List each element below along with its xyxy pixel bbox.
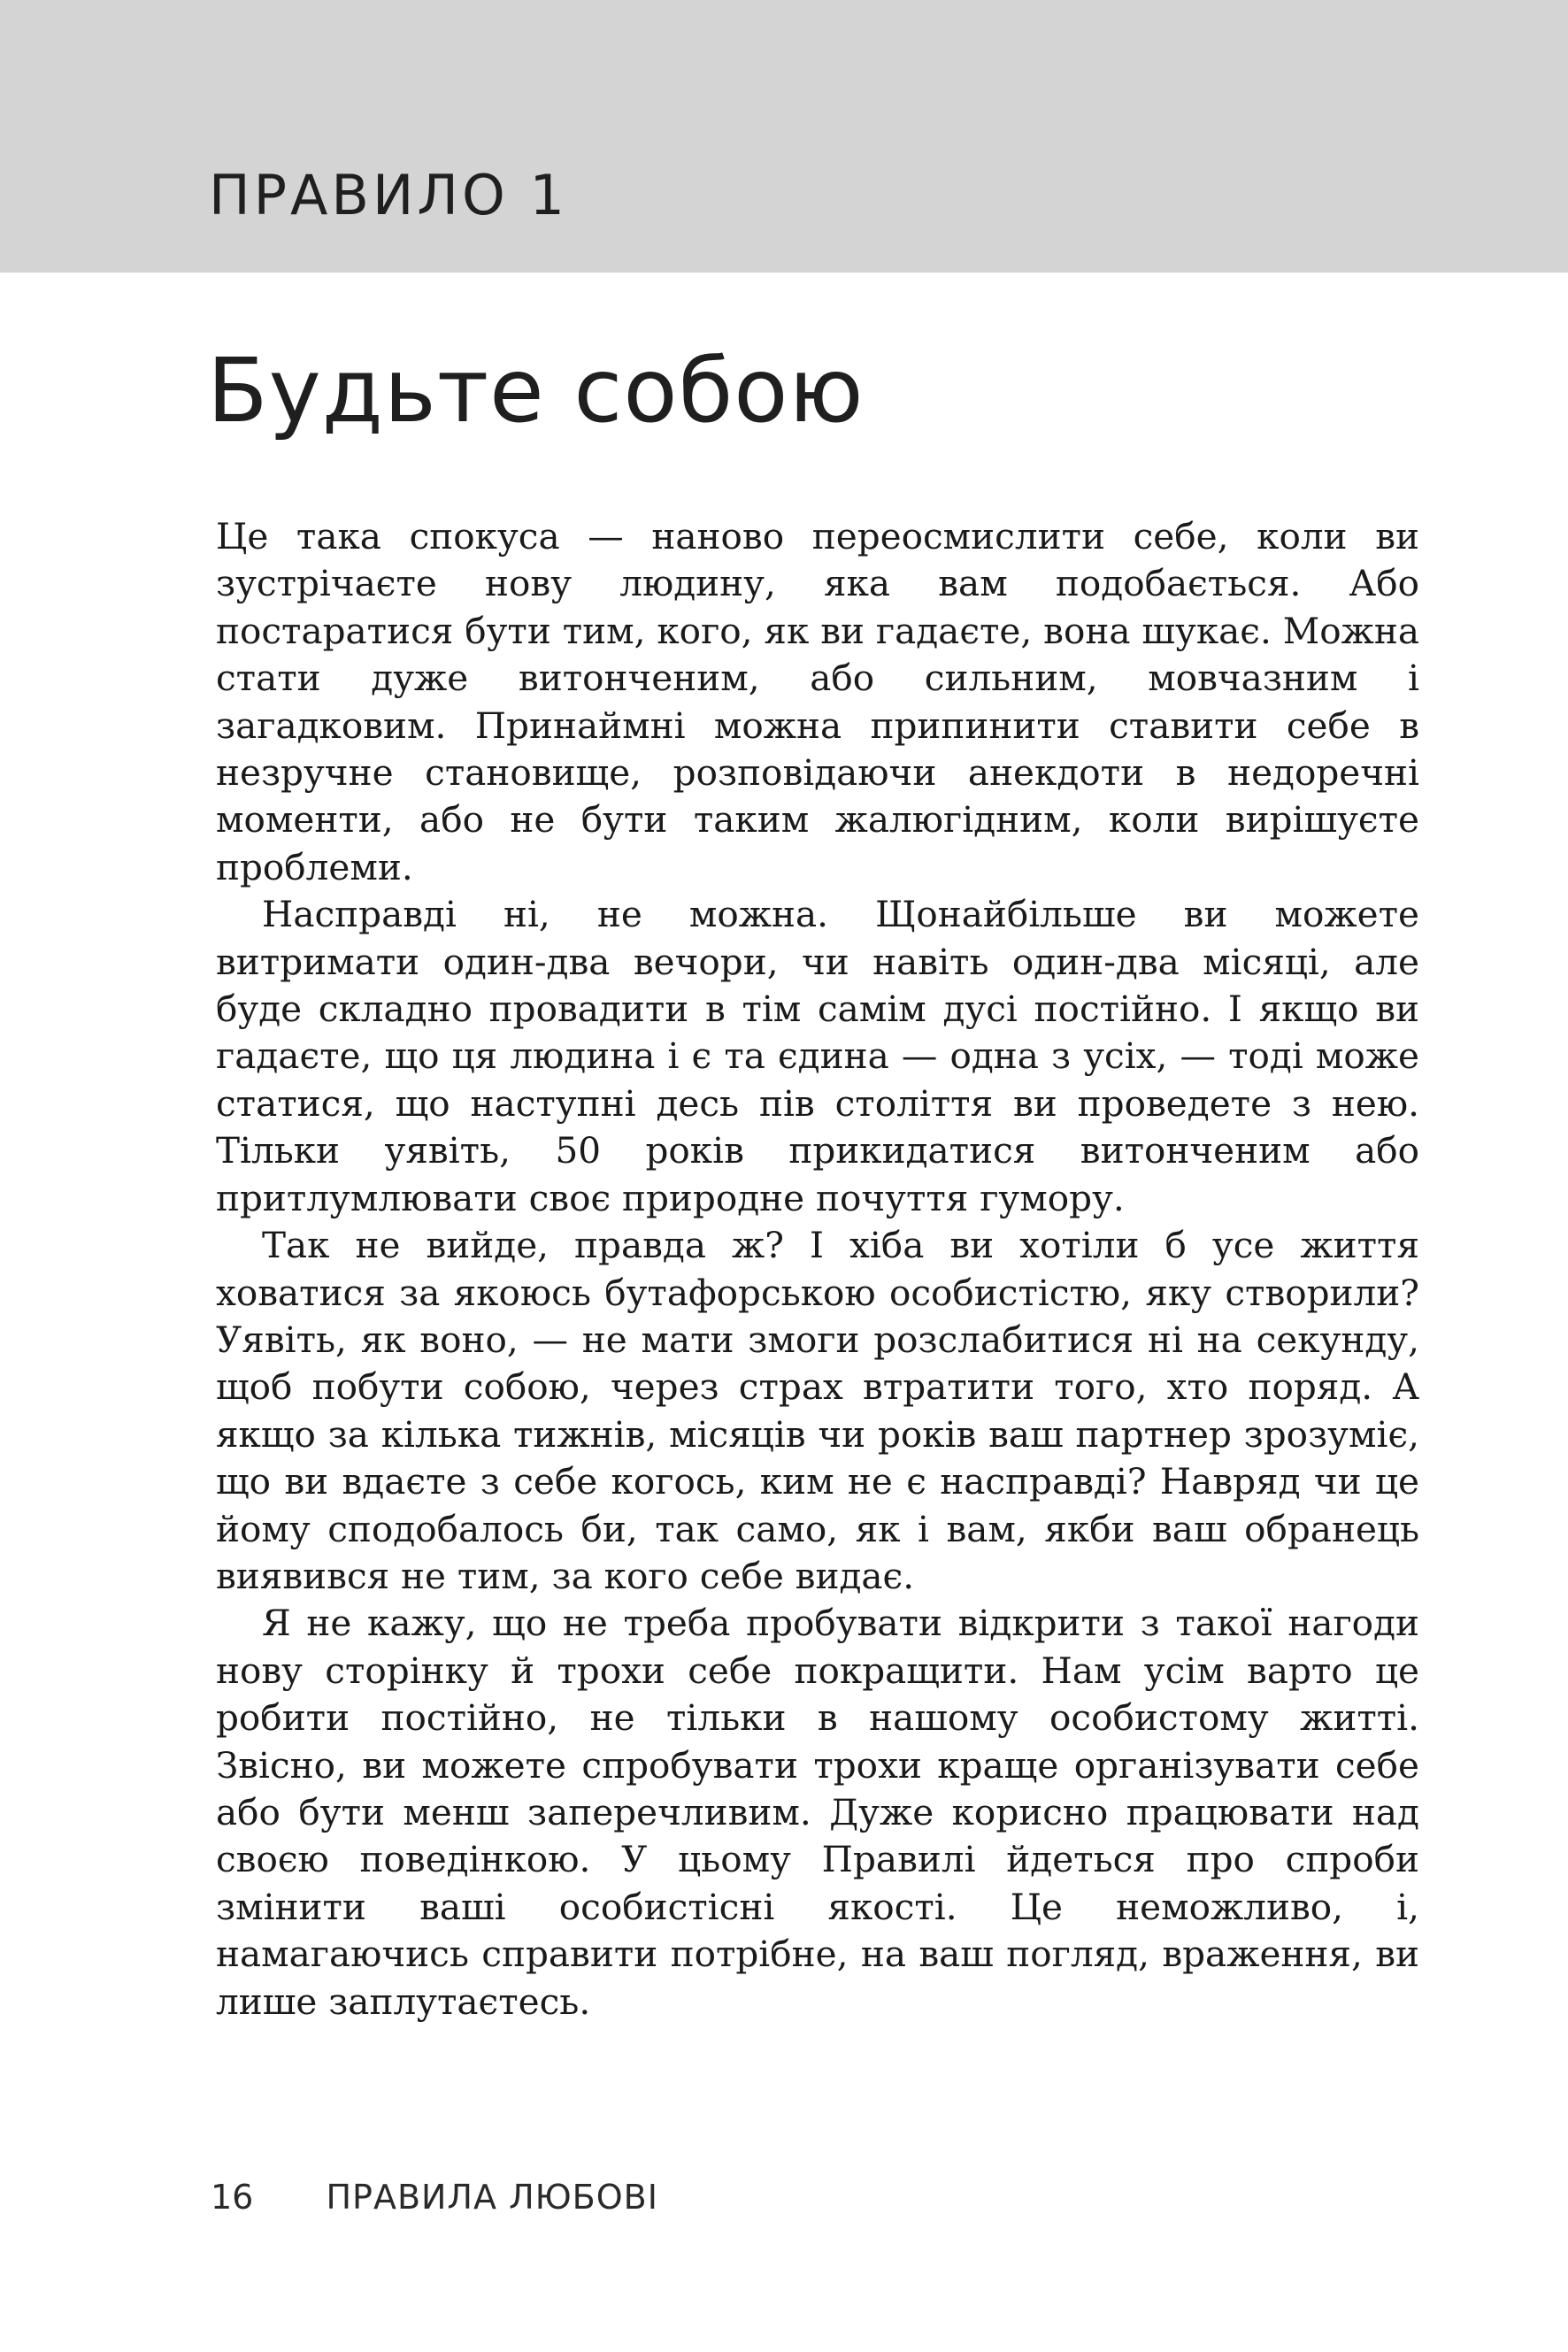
running-book-title: ПРАВИЛА ЛЮБОВІ xyxy=(326,2178,658,2217)
paragraph-3: Так не вийде, правда ж? І хіба ви хотіли б усе життя ховатися за якоюсь бутафорською особистістю, яку створили? Уявіть, як воно, — не мати змоги розслабитися ні на секунду, щоб побути собою, через страх втратити того, хто поряд. А якщо за кілька тижнів, місяців чи років ваш партнер зрозуміє, що ви вдаєте з себе когось, ким не є насправді? Навряд чи це йому сподобалось би, так само, як і вам, якби ваш обранець виявився не тим, за кого себе видає. xyxy=(216,1224,1419,1597)
chapter-title: Будьте собою xyxy=(207,339,865,442)
paragraph-4: Я не кажу, що не треба пробувати відкрити з такої нагоди нову сторінку й трохи себе покращити. Нам усім варто це робити постійно, не тільки в нашому особистому житті. Звісно, ви можете спробувати трохи краще організувати себе або бути менш заперечливим. Дуже корисно працювати над своєю поведінкою. У цьому Правилі йдеться про спроби змінити ваші особистісні якості. Це неможливо, і, намагаючись справити потрібне, на ваш погляд, враження, ви лише заплутаєтесь. xyxy=(216,1602,1419,2023)
body-text xyxy=(216,513,1419,2025)
paragraph-2: Насправді ні, не можна. Щонайбільше ви можете витримати один-два вечори, чи навіть один-два місяці, але буде складно провадити в тім самім дусі постійно. І якщо ви гадаєте, що ця людина і є та єдина — одна з усіх, — тоді може статися, що наступні десь пів століття ви проведете з нею. Тільки уявіть, 50 років прикидатися витонченим або притлумлювати своє природне почуття гумору. xyxy=(216,893,1419,1219)
paragraph-1: Це така спокуса — наново переосмислити себе, коли ви зустрічаєте нову людину, яка вам подобається. Або постаратися бути тим, кого, як ви гадаєте, вона шукає. Можна стати дуже витонченим, або сильним, мовчазним і загадковим. Принаймні можна припинити ставити себе в незручне становище, розповідаючи анекдоти в недоречні моменти, або не бути таким жалюгідним, коли вирішуєте проблеми. xyxy=(216,515,1419,888)
page-footer xyxy=(211,2178,658,2217)
header-band xyxy=(0,0,1568,273)
rule-label: ПРАВИЛО 1 xyxy=(209,163,568,227)
page-number: 16 xyxy=(211,2178,254,2217)
